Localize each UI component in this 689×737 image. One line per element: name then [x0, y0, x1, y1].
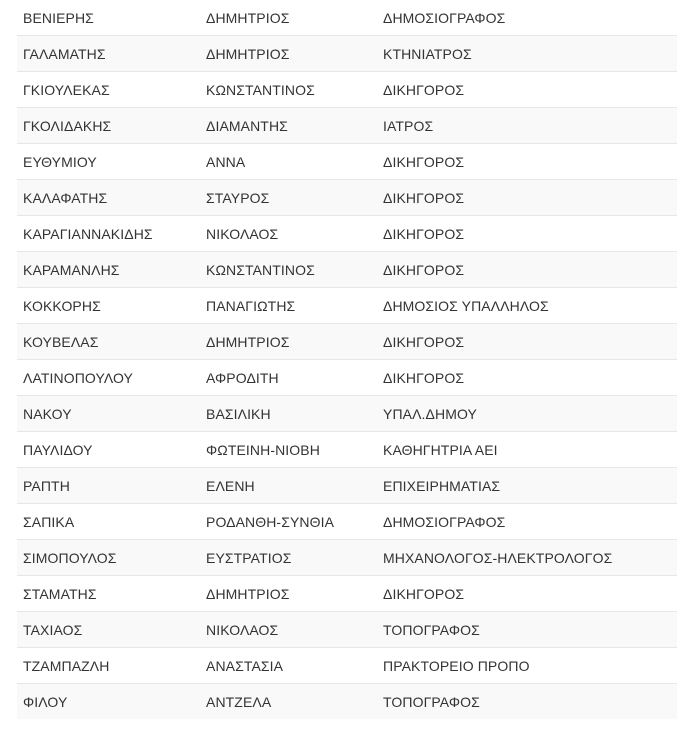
profession-cell: ΔΙΚΗΓΟΡΟΣ — [383, 153, 465, 170]
candidates-table — [17, 0, 677, 719]
table-row — [17, 180, 677, 216]
name-cell: ΑΝΝΑ — [206, 153, 246, 170]
name-cell: ΣΤΑΥΡΟΣ — [206, 189, 270, 206]
profession-cell: ΕΠΙΧΕΙΡΗΜΑΤΙΑΣ — [383, 477, 501, 494]
name-cell: ΦΩΤΕΙΝΗ-ΝΙΟΒΗ — [206, 441, 320, 458]
name-cell: ΝΙΚΟΛΑΟΣ — [206, 225, 279, 242]
table-row — [17, 468, 677, 504]
surname-cell: ΚΟΥΒΕΛΑΣ — [23, 333, 99, 350]
profession-cell: ΥΠΑΛ.ΔΗΜΟΥ — [383, 405, 477, 422]
name-cell: ΚΩΝΣΤΑΝΤΙΝΟΣ — [206, 81, 315, 98]
profession-cell: ΔΙΚΗΓΟΡΟΣ — [383, 261, 465, 278]
surname-cell: ΛΑΤΙΝΟΠΟΥΛΟΥ — [23, 369, 133, 386]
profession-cell: ΙΑΤΡΟΣ — [383, 117, 434, 134]
surname-cell: ΓΚΙΟΥΛΕΚΑΣ — [23, 81, 110, 98]
table-row — [17, 360, 677, 396]
table-row — [17, 288, 677, 324]
table-row — [17, 36, 677, 72]
profession-cell: ΔΙΚΗΓΟΡΟΣ — [383, 189, 465, 206]
surname-cell: ΒΕΝΙΕΡΗΣ — [23, 9, 94, 26]
table-row — [17, 396, 677, 432]
name-cell: ΑΦΡΟΔΙΤΗ — [206, 369, 279, 386]
table-row — [17, 0, 677, 36]
profession-cell: ΔΗΜΟΣΙΟΓΡΑΦΟΣ — [383, 9, 506, 26]
surname-cell: ΚΑΛΑΦΑΤΗΣ — [23, 189, 108, 206]
table-row — [17, 648, 677, 684]
table-row — [17, 252, 677, 288]
name-cell: ΔΗΜΗΤΡΙΟΣ — [206, 585, 290, 602]
name-cell: ΔΙΑΜΑΝΤΗΣ — [206, 117, 288, 134]
table-row — [17, 432, 677, 468]
name-cell: ΚΩΝΣΤΑΝΤΙΝΟΣ — [206, 261, 315, 278]
name-cell: ΔΗΜΗΤΡΙΟΣ — [206, 45, 290, 62]
table-row — [17, 684, 677, 719]
surname-cell: ΕΥΘΥΜΙΟΥ — [23, 153, 97, 170]
table-row — [17, 144, 677, 180]
profession-cell: ΔΙΚΗΓΟΡΟΣ — [383, 81, 465, 98]
surname-cell: ΠΑΥΛΙΔΟΥ — [23, 441, 93, 458]
surname-cell: ΚΟΚΚΟΡΗΣ — [23, 297, 101, 314]
table-row — [17, 108, 677, 144]
surname-cell: ΤΑΧΙΑΟΣ — [23, 621, 83, 638]
name-cell: ΑΝΑΣΤΑΣΙΑ — [206, 657, 284, 674]
surname-cell: ΣΙΜΟΠΟΥΛΟΣ — [23, 549, 117, 566]
surname-cell: ΣΤΑΜΑΤΗΣ — [23, 585, 97, 602]
name-cell: ΔΗΜΗΤΡΙΟΣ — [206, 9, 290, 26]
name-cell: ΡΟΔΑΝΘΗ-ΣΥΝΘΙΑ — [206, 513, 335, 530]
surname-cell: ΣΑΠΙΚΑ — [23, 513, 75, 530]
profession-cell: ΠΡΑΚΤΟΡΕΙΟ ΠΡΟΠΟ — [383, 657, 530, 674]
table-row — [17, 540, 677, 576]
table-row — [17, 72, 677, 108]
surname-cell: ΚΑΡΑΓΙΑΝΝΑΚΙΔΗΣ — [23, 225, 153, 242]
table-row — [17, 504, 677, 540]
name-cell: ΑΝΤΖΕΛΑ — [206, 693, 272, 710]
profession-cell: ΔΙΚΗΓΟΡΟΣ — [383, 333, 465, 350]
surname-cell: ΚΑΡΑΜΑΝΛΗΣ — [23, 261, 120, 278]
surname-cell: ΝΑΚΟΥ — [23, 405, 72, 422]
profession-cell: ΔΗΜΟΣΙΟΓΡΑΦΟΣ — [383, 513, 506, 530]
profession-cell: ΚΤΗΝΙΑΤΡΟΣ — [383, 45, 472, 62]
profession-cell: ΤΟΠΟΓΡΑΦΟΣ — [383, 693, 480, 710]
profession-cell: ΔΙΚΗΓΟΡΟΣ — [383, 585, 465, 602]
surname-cell: ΦΙΛΟΥ — [23, 693, 68, 710]
surname-cell: ΤΖΑΜΠΑΖΛΗ — [23, 657, 110, 674]
profession-cell: ΔΙΚΗΓΟΡΟΣ — [383, 225, 465, 242]
name-cell: ΠΑΝΑΓΙΩΤΗΣ — [206, 297, 296, 314]
profession-cell: ΜΗΧΑΝΟΛΟΓΟΣ-ΗΛΕΚΤΡΟΛΟΓΟΣ — [383, 549, 613, 566]
table-row — [17, 324, 677, 360]
surname-cell: ΓΑΛΑΜΑΤΗΣ — [23, 45, 106, 62]
profession-cell: ΔΙΚΗΓΟΡΟΣ — [383, 369, 465, 386]
name-cell: ΔΗΜΗΤΡΙΟΣ — [206, 333, 290, 350]
table-row — [17, 216, 677, 252]
surname-cell: ΡΑΠΤΗ — [23, 477, 70, 494]
table-row — [17, 576, 677, 612]
name-cell: ΕΥΣΤΡΑΤΙΟΣ — [206, 549, 292, 566]
name-cell: ΝΙΚΟΛΑΟΣ — [206, 621, 279, 638]
name-cell: ΒΑΣΙΛΙΚΗ — [206, 405, 271, 422]
name-cell: ΕΛΕΝΗ — [206, 477, 255, 494]
surname-cell: ΓΚΟΛΙΔΑΚΗΣ — [23, 117, 112, 134]
profession-cell: ΚΑΘΗΓΗΤΡΙΑ ΑΕΙ — [383, 441, 498, 458]
profession-cell: ΤΟΠΟΓΡΑΦΟΣ — [383, 621, 480, 638]
table-row — [17, 612, 677, 648]
profession-cell: ΔΗΜΟΣΙΟΣ ΥΠΑΛΛΗΛΟΣ — [383, 297, 549, 314]
